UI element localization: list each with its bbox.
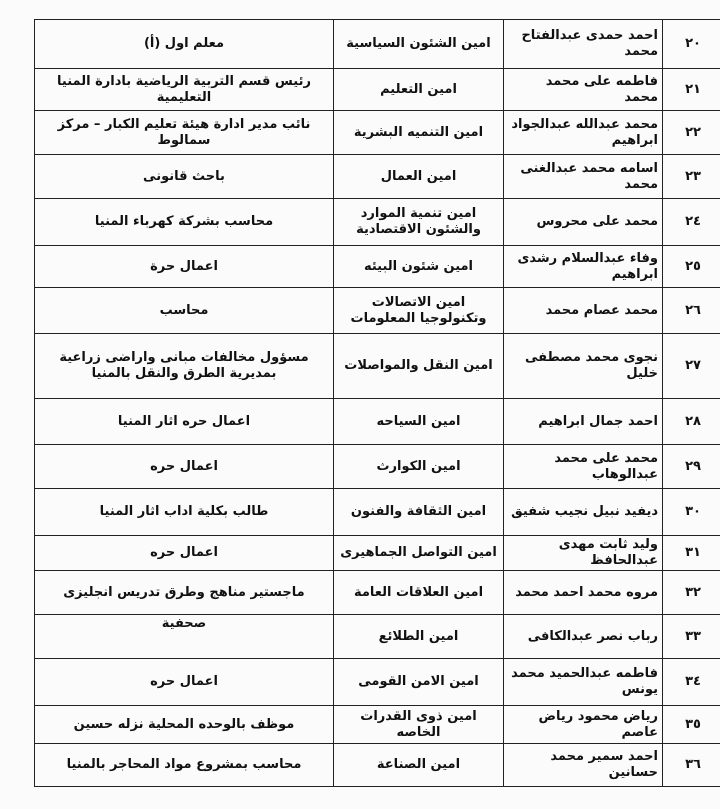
- member-position: امين شئون البيئه: [334, 246, 504, 288]
- table-row: [35, 445, 720, 489]
- table-row: [35, 246, 720, 288]
- member-name: محمد على محمد عبدالوهاب: [504, 445, 663, 489]
- member-occupation: صحفية: [35, 615, 334, 659]
- member-occupation: اعمال حره: [35, 659, 334, 706]
- table-row: [35, 199, 720, 246]
- row-number: ٢٧: [663, 334, 720, 399]
- member-name: رياض محمود رياض عاصم: [504, 706, 663, 744]
- member-occupation: معلم اول (أ): [35, 20, 334, 69]
- member-occupation: نائب مدير ادارة هيئة تعليم الكبار – مركز سمالوط: [35, 111, 334, 155]
- member-name: احمد جمال ابراهيم: [504, 399, 663, 445]
- member-position: امين السياحه: [334, 399, 504, 445]
- member-name: نجوى محمد مصطفى خليل: [504, 334, 663, 399]
- member-position: امين الصناعة: [334, 744, 504, 787]
- table-row: [35, 489, 720, 536]
- members-table-body: [35, 20, 720, 787]
- member-name: ديفيد نبيل نجيب شفيق: [504, 489, 663, 536]
- member-position: امين الشئون السياسية: [334, 20, 504, 69]
- row-number: ٢١: [663, 69, 720, 111]
- row-number: ٢٨: [663, 399, 720, 445]
- member-occupation: محاسب: [35, 288, 334, 334]
- member-occupation: اعمال حرة: [35, 246, 334, 288]
- row-number: ٣٦: [663, 744, 720, 787]
- row-number: ٣٣: [663, 615, 720, 659]
- member-name: فاطمه على محمد محمد: [504, 69, 663, 111]
- row-number: ٢٩: [663, 445, 720, 489]
- table-row: [35, 288, 720, 334]
- member-name: محمد عصام محمد: [504, 288, 663, 334]
- row-number: ٣٥: [663, 706, 720, 744]
- member-occupation: محاسب بمشروع مواد المحاجر بالمنيا: [35, 744, 334, 787]
- member-name: محمد على محروس: [504, 199, 663, 246]
- row-number: ٢٤: [663, 199, 720, 246]
- table-row: [35, 659, 720, 706]
- member-name: فاطمه عبدالحميد محمد يونس: [504, 659, 663, 706]
- member-position: امين العمال: [334, 155, 504, 199]
- member-position: امين النقل والمواصلات: [334, 334, 504, 399]
- table-row: [35, 536, 720, 571]
- members-table: [34, 19, 720, 787]
- table-row: [35, 744, 720, 787]
- member-name: رباب نصر عبدالكافى: [504, 615, 663, 659]
- member-name: احمد سمير محمد حسانين: [504, 744, 663, 787]
- member-occupation: مسؤول مخالفات مبانى واراضى زراعية بمديرية الطرق والنقل بالمنيا: [35, 334, 334, 399]
- member-occupation: اعمال حره: [35, 536, 334, 571]
- row-number: ٢٠: [663, 20, 720, 69]
- member-name: محمد عبدالله عبدالجواد ابراهيم: [504, 111, 663, 155]
- table-row: [35, 69, 720, 111]
- table-row: [35, 571, 720, 615]
- member-name: اسامه محمد عبدالغنى محمد: [504, 155, 663, 199]
- member-occupation: اعمال حره: [35, 445, 334, 489]
- table-row: [35, 111, 720, 155]
- row-number: ٢٥: [663, 246, 720, 288]
- table-row: [35, 20, 720, 69]
- member-occupation: محاسب بشركة كهرباء المنيا: [35, 199, 334, 246]
- member-position: امين الاتصالات وتكنولوجيا المعلومات: [334, 288, 504, 334]
- member-occupation: ماجستير مناهج وطرق تدريس انجليزى: [35, 571, 334, 615]
- row-number: ٢٢: [663, 111, 720, 155]
- member-name: مروه محمد احمد محمد: [504, 571, 663, 615]
- table-row: [35, 334, 720, 399]
- row-number: ٢٦: [663, 288, 720, 334]
- member-name: وليد ثابت مهدى عبدالحافظ: [504, 536, 663, 571]
- row-number: ٢٣: [663, 155, 720, 199]
- row-number: ٣٠: [663, 489, 720, 536]
- table-row: [35, 706, 720, 744]
- table-row: [35, 615, 720, 659]
- row-number: ٣٤: [663, 659, 720, 706]
- table-row: [35, 399, 720, 445]
- member-position: امين الكوارث: [334, 445, 504, 489]
- member-occupation: موظف بالوحده المحلية نزله حسين: [35, 706, 334, 744]
- member-occupation: اعمال حره اثار المنيا: [35, 399, 334, 445]
- row-number: ٣٢: [663, 571, 720, 615]
- member-position: امين العلاقات العامة: [334, 571, 504, 615]
- member-position: امين الطلائع: [334, 615, 504, 659]
- member-position: امين الامن القومى: [334, 659, 504, 706]
- member-position: امين التنميه البشرية: [334, 111, 504, 155]
- member-name: احمد حمدى عبدالفتاح محمد: [504, 20, 663, 69]
- member-occupation: رئيس قسم التربية الرياضية بادارة المنيا التعليمية: [35, 69, 334, 111]
- table-row: [35, 155, 720, 199]
- member-position: امين الثقافة والفنون: [334, 489, 504, 536]
- member-occupation: طالب بكلية اداب اثار المنيا: [35, 489, 334, 536]
- member-position: امين تنمية الموارد والشئون الاقتصادية: [334, 199, 504, 246]
- member-occupation: باحث قانونى: [35, 155, 334, 199]
- member-position: امين ذوى القدرات الخاصه: [334, 706, 504, 744]
- row-number: ٣١: [663, 536, 720, 571]
- member-name: وفاء عبدالسلام رشدى ابراهيم: [504, 246, 663, 288]
- member-position: امين التعليم: [334, 69, 504, 111]
- member-position: امين التواصل الجماهيرى: [334, 536, 504, 571]
